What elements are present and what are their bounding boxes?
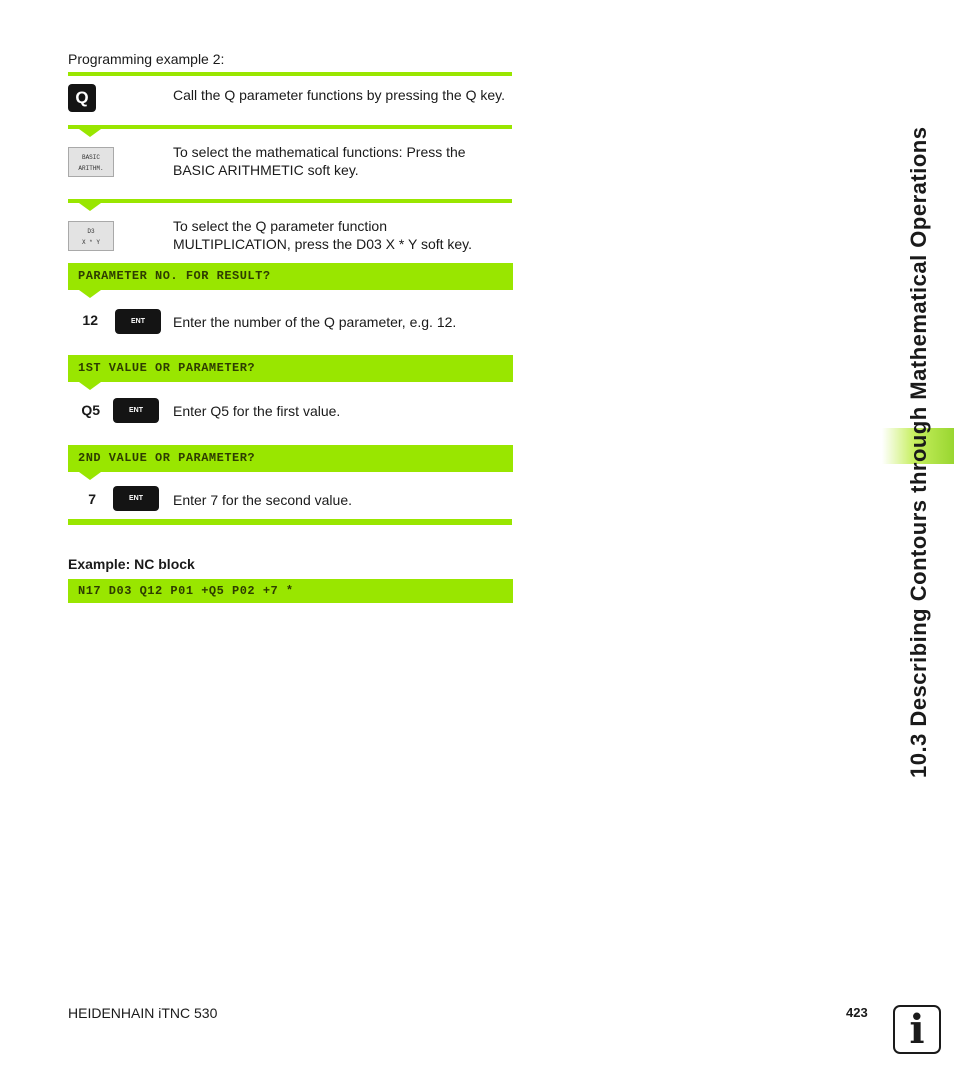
divider <box>68 125 512 129</box>
softkey-label: ARITHM. <box>78 165 104 172</box>
ent-key-icon: ENT <box>113 398 159 423</box>
page-number: 423 <box>846 1005 868 1020</box>
intro-text: Programming example 2: <box>68 51 225 67</box>
step-text <box>173 217 472 253</box>
step-text: Enter Q5 for the first value. <box>173 403 341 419</box>
ent-key-icon: ENT <box>113 486 159 511</box>
step-text-line: MULTIPLICATION, press the D03 X * Y soft key. <box>173 236 473 252</box>
input-value: Q5 <box>81 402 100 418</box>
divider <box>68 72 512 76</box>
dialog-prompt: 1ST VALUE OR PARAMETER? <box>68 355 513 382</box>
softkey-label: BASIC <box>81 154 100 161</box>
chapter-title: 10.3 Describing Contours through Mathematical Operations <box>906 126 931 778</box>
arrow-down-icon <box>79 129 101 137</box>
info-icon: i <box>893 1005 941 1054</box>
step-text-line: To select the mathematical functions: Press the <box>173 144 466 160</box>
softkey-label: X * Y <box>81 239 100 246</box>
nc-block-code: N17 D03 Q12 P01 +Q5 P02 +7 * <box>68 579 513 603</box>
dialog-prompt: 2ND VALUE OR PARAMETER? <box>68 445 513 472</box>
step-text: Enter 7 for the second value. <box>173 492 352 508</box>
divider <box>68 199 512 203</box>
step-text: Call the Q parameter functions by pressing the Q key. <box>173 87 506 103</box>
input-value: 7 <box>88 491 96 507</box>
softkey-label: D3 <box>87 228 95 235</box>
d3-multiply-softkey-icon <box>68 221 114 251</box>
example-heading: Example: NC block <box>68 556 195 572</box>
step-text: Enter the number of the Q parameter, e.g. 12. <box>173 314 457 330</box>
basic-arithm-softkey-icon <box>68 147 114 177</box>
divider <box>68 519 512 525</box>
step-text <box>173 143 466 179</box>
q-key-icon: Q <box>68 84 96 112</box>
manual-name: HEIDENHAIN iTNC 530 <box>68 1005 218 1021</box>
dialog-prompt: PARAMETER NO. FOR RESULT? <box>68 263 513 290</box>
arrow-down-icon <box>79 203 101 211</box>
arrow-down-icon <box>79 290 101 298</box>
arrow-down-icon <box>79 382 101 390</box>
arrow-down-icon <box>79 472 101 480</box>
input-value: 12 <box>82 312 98 328</box>
ent-key-icon: ENT <box>115 309 161 334</box>
step-text-line: To select the Q parameter function <box>173 218 387 234</box>
step-text-line: BASIC ARITHMETIC soft key. <box>173 162 359 178</box>
